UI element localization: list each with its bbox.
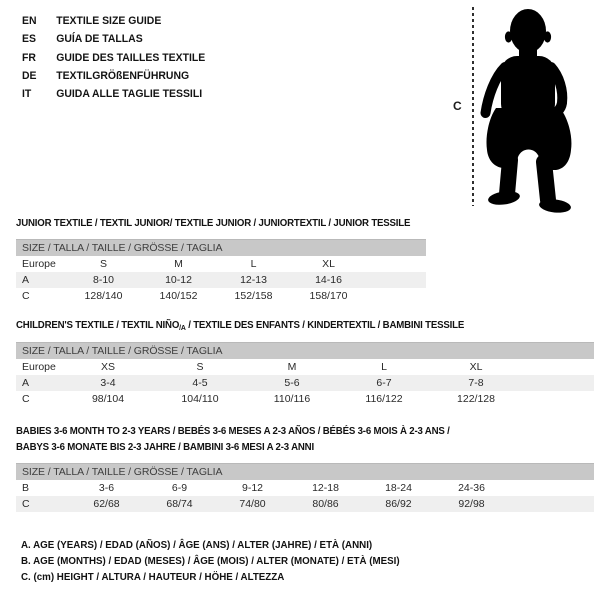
size-header-row xyxy=(16,464,594,481)
cell: 18-24 xyxy=(385,482,412,494)
cell: S xyxy=(99,258,107,270)
children-table-title xyxy=(16,318,464,335)
row-label: A xyxy=(16,375,62,391)
filler-cell xyxy=(522,359,594,375)
cell: 140/152 xyxy=(159,290,198,302)
size-header: SIZE / TALLA / TAILLE / GRÖSSE / TAGLIA xyxy=(16,464,594,481)
language-label: TEXTILE SIZE GUIDE xyxy=(56,15,162,27)
filler-cell xyxy=(508,496,594,512)
cell: 7-8 xyxy=(430,375,522,391)
height-marker-line xyxy=(472,7,474,206)
babies-size-table xyxy=(16,463,594,512)
cell: 6-7 xyxy=(338,375,430,391)
cell: 116/122 xyxy=(365,393,403,405)
cell: 128/140 xyxy=(84,290,123,302)
cell: 104/110 xyxy=(181,393,219,405)
babies-table-title xyxy=(16,424,487,455)
row-label: Europe xyxy=(22,361,56,373)
cell: 3-4 xyxy=(62,375,154,391)
cell: 14-16 xyxy=(291,272,366,288)
footnote-a: A. AGE (YEARS) / EDAD (AÑOS) / ÂGE (ANS) / ALTER (JAHRE) / ETÀ (ANNI) xyxy=(21,539,373,551)
cell: 92/98 xyxy=(435,496,508,512)
table-row xyxy=(16,272,426,288)
cell: 74/80 xyxy=(216,496,289,512)
cell: 24-36 xyxy=(458,482,485,494)
table-row xyxy=(16,375,594,391)
cell: L xyxy=(250,258,257,270)
size-header: SIZE / TALLA / TAILLE / GRÖSSE / TAGLIA xyxy=(16,240,426,257)
filler-cell xyxy=(366,272,426,288)
cell: M xyxy=(174,258,183,270)
size-header-row xyxy=(16,240,426,257)
cell: 110/116 xyxy=(273,393,311,405)
cell: 98/104 xyxy=(91,393,125,405)
babies-title-line2: BABYS 3-6 MONATE BIS 2-3 JAHRE / BAMBINI 3-6 MESI A 2-3 ANNI xyxy=(16,440,314,453)
children-size-table xyxy=(16,342,594,407)
table-row xyxy=(16,391,594,407)
language-guide xyxy=(22,12,215,103)
language-item xyxy=(22,67,205,85)
cell: 122/128 xyxy=(457,393,495,405)
filler-cell xyxy=(366,288,426,304)
row-label: C xyxy=(22,290,30,302)
baby-silhouette-icon xyxy=(478,4,578,216)
cell: 86/92 xyxy=(362,496,435,512)
row-label: A xyxy=(16,272,66,288)
filler-cell xyxy=(522,375,594,391)
language-code: EN xyxy=(22,15,37,27)
language-label: GUÍA DE TALLAS xyxy=(56,33,143,46)
language-code: DE xyxy=(22,69,37,82)
filler-cell xyxy=(366,256,426,272)
row-label: Europe xyxy=(22,258,56,270)
filler-cell xyxy=(522,391,594,407)
children-title-main: CHILDREN'S TEXTILE / TEXTIL NIÑO xyxy=(16,319,180,331)
cell: 12-13 xyxy=(216,272,291,288)
language-label: TEXTILGRÖßENFÜHRUNG xyxy=(56,69,190,82)
cell: 10-12 xyxy=(141,272,216,288)
footnote-b: B. AGE (MONTHS) / EDAD (MESES) / ÂGE (MOIS) / ALTER (MONATE) / ETÀ (MESI) xyxy=(21,555,400,567)
language-label: GUIDA ALLE TAGLIE TESSILI xyxy=(56,88,203,101)
cell: XL xyxy=(469,361,483,373)
row-label: C xyxy=(16,496,70,512)
language-code: ES xyxy=(22,33,36,46)
silhouette-shape xyxy=(486,9,572,214)
height-marker-label: C xyxy=(453,99,462,113)
cell: 8-10 xyxy=(66,272,141,288)
table-row xyxy=(16,359,594,375)
cell: L xyxy=(381,361,387,373)
language-item xyxy=(22,85,205,103)
language-item xyxy=(22,12,205,30)
language-item xyxy=(22,49,205,67)
cell: 9-12 xyxy=(241,482,263,494)
cell: S xyxy=(196,361,204,373)
cell: 62/68 xyxy=(70,496,143,512)
language-code: IT xyxy=(22,88,32,101)
row-label: C xyxy=(22,393,30,405)
children-title-rest: / TEXTILE DES ENFANTS / KINDERTEXTIL / BAMBINI TESSILE xyxy=(185,319,465,331)
table-row xyxy=(16,480,594,496)
language-label: GUIDE DES TAILLES TEXTILE xyxy=(56,51,206,64)
size-header-row xyxy=(16,343,594,360)
cell: XL xyxy=(322,258,335,270)
cell: 12-18 xyxy=(312,482,339,494)
size-header: SIZE / TALLA / TAILLE / GRÖSSE / TAGLIA xyxy=(16,343,594,360)
table-row xyxy=(16,288,426,304)
cell: XS xyxy=(100,361,115,373)
cell: 158/170 xyxy=(309,290,348,302)
cell: 4-5 xyxy=(154,375,246,391)
cell: 5-6 xyxy=(246,375,338,391)
filler-cell xyxy=(508,480,594,496)
cell: 6-9 xyxy=(171,482,188,494)
table-row xyxy=(16,256,426,272)
footnotes xyxy=(21,537,428,585)
row-label: B xyxy=(22,482,30,494)
cell: M xyxy=(287,361,297,373)
junior-table-title: JUNIOR TEXTILE / TEXTIL JUNIOR/ TEXTILE JUNIOR / JUNIORTEXTIL / JUNIOR TESSILE xyxy=(16,217,411,229)
cell: 80/86 xyxy=(289,496,362,512)
table-row xyxy=(16,496,594,512)
babies-title-line1: BABIES 3-6 MONTH TO 2-3 YEARS / BEBÉS 3-6 MESES A 2-3 AÑOS / BÉBÉS 3-6 MOIS À 2-3 ANS / xyxy=(16,425,450,437)
children-title-sub: /A xyxy=(179,323,186,332)
footnote-c: C. (cm) HEIGHT / ALTURA / HAUTEUR / HÖHE / ALTEZZA xyxy=(21,571,285,583)
junior-size-table xyxy=(16,239,426,304)
language-item xyxy=(22,30,205,48)
cell: 3-6 xyxy=(98,482,115,494)
cell: 68/74 xyxy=(143,496,216,512)
language-code: FR xyxy=(22,51,36,64)
cell: 152/158 xyxy=(234,290,273,302)
